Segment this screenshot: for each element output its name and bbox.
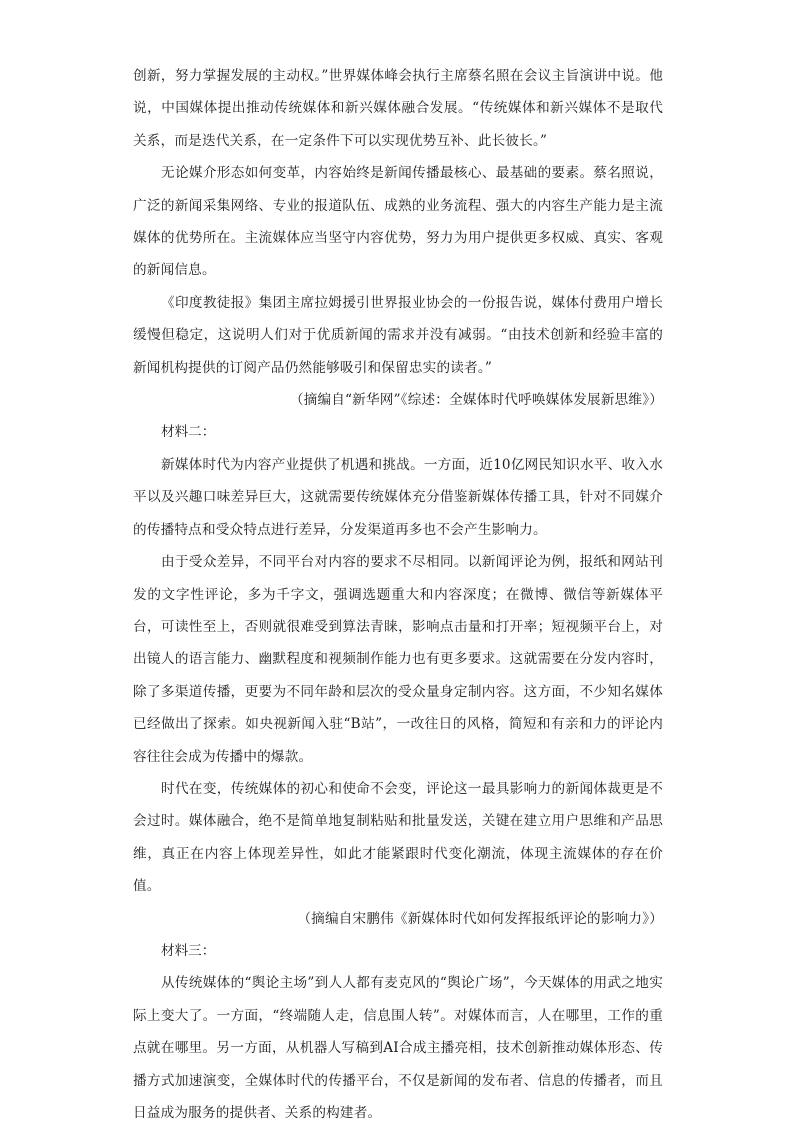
paragraph-5: 由于受众差异，不同平台对内容的要求不尽相同。以新闻评论为例，报纸和网站刊发的文字性评论，多为千字文，强调选题重大和内容深度；在微博、微信等新媒体平台，可读性至上，否则就很难受到算法青睐，影响点击量和打开率；短视频平台上，对出镜人的语言能力、幽默程度和视频制作能力也有更多要求。这就需要在分发内容时，除了多渠道传播，更要为不同年龄和层次的受众量身定制内容。这方面，不少知名媒体已经做出了探索。如央视新闻入驻“B站”，一改往日的风格，简短和有亲和力的评论内容往往会成为传播中的爆款。	[133, 554, 663, 765]
paragraph-3: 《印度教徒报》集团主席拉姆援引世界报业协会的一份报告说，媒体付费用户增长缓慢但稳定，这说明人们对于优质新闻的需求并没有减弱。“由技术创新和经验丰富的新闻机构提供的订阅产品仍然能够吸引和保留忠实的读者。”	[133, 294, 663, 376]
paragraph-4: 新媒体时代为内容产业提供了机遇和挑战。一方面，近10亿网民知识水平、收入水平以及兴趣口味差异巨大，这就需要传统媒体充分借鉴新媒体传播工具，针对不同媒介的传播特点和受众特点进行差异，分发渠道再多也不会产生影响力。	[133, 456, 663, 538]
paragraph-1: 创新，努力掌握发展的主动权。”世界媒体峰会执行主席蔡名照在会议主旨演讲中说。他说，中国媒体提出推动传统媒体和新兴媒体融合发展。“传统媒体和新兴媒体不是取代关系，而是迭代关系，在一定条件下可以实现优势互补、此长彼长。”	[133, 68, 663, 149]
paragraph-6: 时代在变，传统媒体的初心和使命不会变，评论这一最具影响力的新闻体裁更是不会过时。媒体融合，绝不是简单地复制粘贴和批量发送，关键在建立用户思维和产品思维，真正在内容上体现差异性，如此才能紧跟时代变化潮流，体现主流媒体的存在价值。	[133, 780, 663, 895]
paragraph-2: 无论媒介形态如何变革，内容始终是新闻传播最核心、最基础的要素。蔡名照说，广泛的新闻采集网络、专业的报道队伍、成熟的业务流程、强大的内容生产能力是主流媒体的优势所在。主流媒体应当坚守内容优势，努力为用户提供更多权威、真实、客观的新闻信息。	[133, 165, 663, 279]
section-heading-material-2: 材料二：	[161, 424, 216, 441]
document-body	[133, 60, 663, 1129]
paragraph-7: 从传统媒体的“舆论主场”到人人都有麦克风的“舆论广场”，今天媒体的用武之地实际上变大了。一方面，“终端随人走，信息围人转”。对媒体而言，人在哪里，工作的重点就在哪里。另一方面，从机器人写稿到AI合成主播亮相，技术创新推动媒体形态、传播方式加速演变，全媒体时代的传播平台，不仅是新闻的发布者、信息的传播者，而且日益成为服务的提供者、关系的构建者。	[133, 975, 663, 1121]
section-heading-material-3: 材料三：	[161, 942, 216, 959]
source-citation-2: （摘编自宋鹏伟《新媒体时代如何发挥报纸评论的影响力》）	[297, 910, 663, 927]
source-citation-1: （摘编自“新华网”《综述：全媒体时代呼唤媒体发展新思维》）	[289, 392, 663, 409]
